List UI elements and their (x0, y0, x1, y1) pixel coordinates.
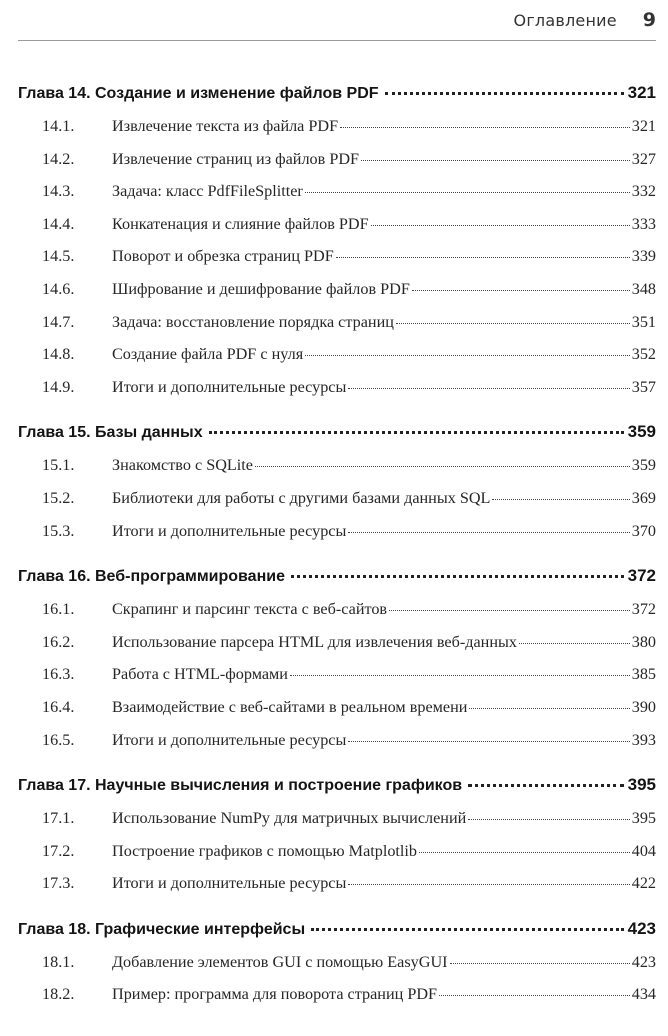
section-number: 16.4. (42, 697, 75, 716)
section-number: 14.3. (42, 182, 75, 201)
section-entry[interactable] (18, 273, 656, 306)
section-number: 14.1. (42, 117, 75, 135)
chapter-entry[interactable] (18, 768, 656, 802)
dot-leader (361, 160, 630, 161)
section-label (42, 273, 410, 306)
section-entry[interactable] (18, 658, 656, 691)
section-number: 14.6. (42, 279, 75, 298)
section-title: Итоги и дополнительные ресурсы (112, 730, 347, 749)
section-page: 351 (631, 312, 656, 331)
chapter-title: Глава 14. Создание и изменение файлов PDF (18, 85, 379, 102)
section-title: Работа с HTML-формами (112, 665, 288, 684)
section-page: 339 (631, 247, 656, 266)
dot-leader (450, 963, 630, 964)
section-title: Итоги и дополнительные ресурсы (112, 377, 347, 396)
section-title: Скрапинг и парсинг текста с веб-сайтов (112, 600, 388, 619)
section-label (42, 658, 288, 691)
dot-leader (468, 784, 624, 787)
section-title: Добавление элементов GUI с помощью EasyGUI (112, 952, 448, 971)
section-title: Конкатенация и слияние файлов PDF (112, 214, 369, 233)
section-title: Построение графиков с помощью Matplotlib (112, 841, 418, 860)
section-label (42, 482, 490, 515)
section-number: 14.8. (42, 345, 75, 364)
chapter-block (18, 912, 656, 1011)
section-number: 17.1. (42, 809, 75, 828)
chapter-page: 395 (627, 775, 656, 795)
chapter-title: Глава 15. Базы данных (18, 424, 203, 442)
dot-leader (412, 290, 630, 291)
section-number: 16.3. (42, 665, 75, 684)
chapter-block (18, 559, 656, 756)
table-of-contents (18, 76, 656, 1023)
dot-leader (348, 741, 629, 742)
section-title: Библиотеки для работы с другими базами данных SQL (112, 488, 491, 507)
dot-leader (519, 643, 630, 644)
section-label (42, 946, 448, 979)
section-label (42, 143, 359, 176)
section-entry[interactable] (18, 371, 656, 404)
dot-leader (255, 466, 630, 467)
dot-leader (291, 575, 624, 578)
section-entry[interactable] (18, 593, 656, 626)
dot-leader (371, 225, 630, 226)
section-entry[interactable] (18, 110, 656, 143)
chapter-entry[interactable] (18, 76, 656, 110)
dot-leader (396, 323, 630, 324)
chapter-entry[interactable] (18, 415, 656, 449)
section-number: 15.3. (42, 521, 75, 540)
section-label (42, 306, 394, 339)
section-number: 14.7. (42, 312, 75, 331)
chapter-block (18, 76, 656, 403)
dot-leader (311, 928, 624, 931)
section-label (42, 835, 417, 868)
section-entry[interactable] (18, 143, 656, 176)
section-number: 18.2. (42, 985, 75, 1004)
section-page: 385 (631, 665, 656, 684)
section-number: 14.5. (42, 247, 75, 266)
section-number: 15.2. (42, 488, 75, 507)
dot-leader (439, 995, 630, 996)
section-entry[interactable] (18, 175, 656, 208)
section-entry[interactable] (18, 338, 656, 371)
chapter-title: Глава 18. Графические интерфейсы (18, 920, 306, 938)
section-number: 14.4. (42, 214, 75, 233)
section-label (42, 208, 369, 241)
dot-leader (385, 92, 624, 95)
section-title: Знакомство с SQLite (112, 456, 253, 475)
section-page: 380 (631, 632, 656, 651)
section-entry[interactable] (18, 626, 656, 659)
section-number: 18.1. (42, 952, 75, 971)
section-page: 434 (631, 985, 656, 1004)
dot-leader (290, 675, 630, 676)
chapter-page: 321 (627, 83, 656, 102)
section-page: 348 (631, 279, 656, 298)
section-page: 327 (631, 149, 656, 168)
section-number: 15.1. (42, 456, 75, 475)
page-number: 9 (642, 9, 656, 31)
section-entry[interactable] (18, 208, 656, 241)
dot-leader (348, 388, 629, 389)
section-page: 404 (631, 841, 656, 860)
section-label (42, 626, 517, 659)
section-entry[interactable] (18, 946, 656, 979)
chapter-title: Глава 16. Веб-программирование (18, 568, 285, 586)
section-label (42, 691, 467, 724)
section-label (42, 593, 387, 626)
section-entry[interactable] (18, 802, 656, 835)
section-title: Извлечение страниц из файлов PDF (112, 149, 360, 168)
dot-leader (305, 192, 630, 193)
section-label (42, 110, 338, 143)
section-number: 17.3. (42, 874, 75, 893)
dot-leader (336, 257, 630, 258)
section-entry[interactable] (18, 306, 656, 339)
section-page: 393 (631, 730, 656, 749)
section-entry[interactable] (18, 867, 656, 900)
chapter-page: 423 (627, 918, 656, 938)
dot-leader (419, 852, 630, 853)
chapter-block (18, 415, 656, 547)
dot-leader (305, 355, 630, 356)
section-label (42, 338, 303, 371)
section-page: 352 (631, 345, 656, 364)
section-label (42, 867, 346, 900)
section-page: 395 (631, 809, 656, 828)
dot-leader (469, 708, 629, 709)
section-title: Использование NumPy для матричных вычислений (112, 809, 467, 828)
section-entry[interactable] (18, 724, 656, 757)
section-label (42, 515, 346, 548)
section-title: Задача: восстановление порядка страниц (112, 312, 394, 331)
section-title: Извлечение текста из файла PDF (112, 117, 339, 135)
section-page: 332 (631, 182, 656, 201)
section-number: 17.2. (42, 841, 75, 860)
chapter-page: 359 (627, 422, 656, 442)
dot-leader (340, 127, 630, 128)
dot-leader (492, 499, 629, 500)
chapter-page: 372 (627, 566, 656, 586)
section-entry[interactable] (18, 482, 656, 515)
chapter-entry[interactable] (18, 912, 656, 946)
section-entry[interactable] (18, 978, 656, 1011)
section-label (42, 978, 437, 1011)
section-page: 423 (631, 952, 656, 971)
section-page: 359 (631, 456, 656, 475)
section-number: 14.9. (42, 377, 75, 396)
section-label (42, 175, 303, 208)
section-title: Итоги и дополнительные ресурсы (112, 521, 347, 540)
section-entry[interactable] (18, 240, 656, 273)
chapter-entry[interactable] (18, 559, 656, 593)
dot-leader (389, 610, 630, 611)
running-header (18, 0, 656, 41)
chapter-block (18, 768, 656, 900)
section-entry[interactable] (18, 515, 656, 548)
section-page: 372 (631, 600, 656, 619)
section-page: 333 (631, 214, 656, 233)
section-title: Взаимодействие с веб-сайтами в реальном времени (112, 697, 468, 716)
running-header-title: Оглавление (513, 10, 617, 30)
section-page: 422 (631, 874, 656, 893)
section-title: Поворот и обрезка страниц PDF (112, 247, 334, 266)
section-title: Задача: класс PdfFileSplitter (112, 182, 303, 201)
chapter-title: Глава 17. Научные вычисления и построение графиков (18, 777, 463, 795)
section-page: 357 (631, 377, 656, 396)
section-number: 16.5. (42, 730, 75, 749)
section-label (42, 449, 253, 482)
dot-leader (348, 532, 629, 533)
section-entry[interactable] (18, 691, 656, 724)
section-title: Создание файла PDF с нуля (112, 345, 304, 364)
section-label (42, 724, 346, 757)
section-page: 370 (631, 521, 656, 540)
section-title: Итоги и дополнительные ресурсы (112, 874, 347, 893)
dot-leader (348, 884, 629, 885)
section-number: 16.2. (42, 632, 75, 651)
dot-leader (209, 431, 624, 434)
section-entry[interactable] (18, 835, 656, 868)
section-number: 14.2. (42, 149, 75, 168)
section-title: Шифрование и дешифрование файлов PDF (112, 279, 410, 298)
section-page: 390 (631, 697, 656, 716)
section-label (42, 240, 334, 273)
section-title: Пример: программа для поворота страниц PDF (112, 985, 438, 1004)
section-page: 321 (631, 117, 656, 135)
section-label (42, 371, 346, 404)
section-number: 16.1. (42, 600, 75, 619)
section-entry[interactable] (18, 449, 656, 482)
section-label (42, 802, 466, 835)
dot-leader (468, 819, 629, 820)
section-title: Использование парсера HTML для извлечения веб-данных (112, 632, 517, 651)
section-page: 369 (631, 488, 656, 507)
